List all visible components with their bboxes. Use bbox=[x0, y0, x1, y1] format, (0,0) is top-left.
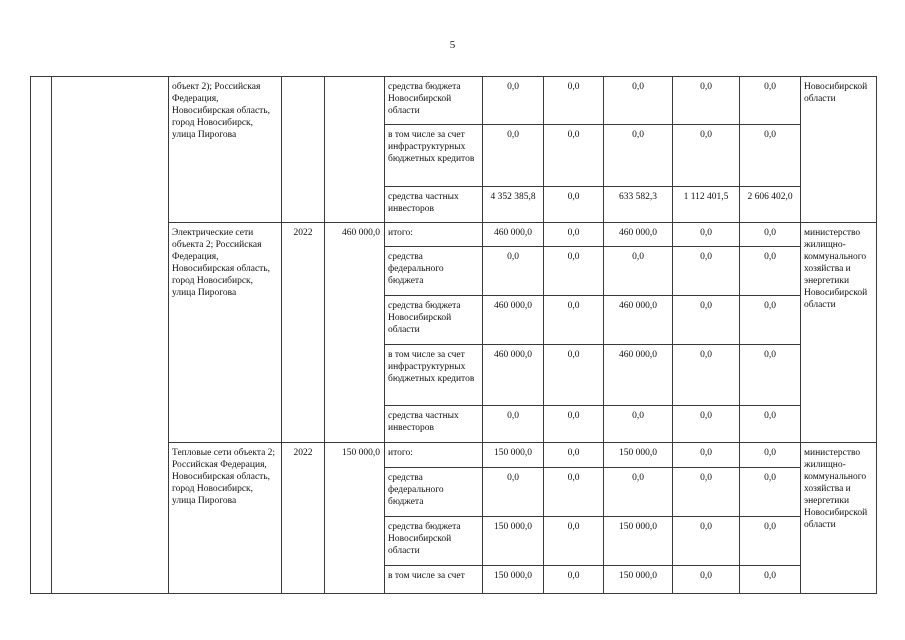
value-year-4-cell: 0,0 bbox=[740, 468, 801, 517]
year-cell bbox=[282, 77, 325, 223]
budget-table bbox=[30, 76, 877, 594]
value-year-4-cell: 2 606 402,0 bbox=[740, 187, 801, 223]
object-cell: Тепловые сети объекта 2; Российская Федерация, Новосибирская область, город Новосибирск, улица Пирогова bbox=[169, 443, 282, 594]
value-year-3-cell: 0,0 bbox=[673, 77, 740, 125]
funding-source-cell: итого: bbox=[385, 443, 483, 468]
value-year-2-cell: 633 582,3 bbox=[604, 187, 673, 223]
value-year-4-cell: 0,0 bbox=[740, 223, 801, 247]
value-year-4-cell: 0,0 bbox=[740, 406, 801, 443]
value-year-4-cell: 0,0 bbox=[740, 566, 801, 594]
value-total-cell: 150 000,0 bbox=[483, 443, 544, 468]
value-year-2-cell: 150 000,0 bbox=[604, 517, 673, 566]
funding-source-cell: средства бюджета Новосибирской области bbox=[385, 77, 483, 125]
funding-source-cell: в том числе за счет инфраструктурных бюджетных кредитов bbox=[385, 345, 483, 406]
value-year-4-cell: 0,0 bbox=[740, 517, 801, 566]
event-name-cell bbox=[52, 77, 169, 594]
executor-cell: министерство жилищно-коммунального хозяйства и энергетики Новосибирской области bbox=[801, 443, 877, 594]
value-year-2-cell: 0,0 bbox=[604, 125, 673, 187]
row-number-cell bbox=[31, 77, 52, 594]
value-total-cell: 460 000,0 bbox=[483, 296, 544, 345]
funding-source-cell: средства бюджета Новосибирской области bbox=[385, 517, 483, 566]
executor-cell: Новосибирской области bbox=[801, 77, 877, 223]
funding-source-cell: средства федерального бюджета bbox=[385, 247, 483, 296]
value-year-3-cell: 0,0 bbox=[673, 345, 740, 406]
cost-cell: 460 000,0 bbox=[325, 223, 385, 443]
value-year-1-cell: 0,0 bbox=[544, 223, 604, 247]
value-total-cell: 0,0 bbox=[483, 247, 544, 296]
value-year-4-cell: 0,0 bbox=[740, 77, 801, 125]
value-year-2-cell: 460 000,0 bbox=[604, 345, 673, 406]
value-total-cell: 0,0 bbox=[483, 468, 544, 517]
page-number: 5 bbox=[449, 39, 456, 51]
value-year-2-cell: 0,0 bbox=[604, 406, 673, 443]
value-year-2-cell: 0,0 bbox=[604, 77, 673, 125]
value-year-4-cell: 0,0 bbox=[740, 443, 801, 468]
funding-source-cell: средства бюджета Новосибирской области bbox=[385, 296, 483, 345]
value-year-3-cell: 0,0 bbox=[673, 566, 740, 594]
value-year-3-cell: 0,0 bbox=[673, 406, 740, 443]
value-total-cell: 150 000,0 bbox=[483, 566, 544, 594]
object-cell: объект 2); Российская Федерация, Новосибирская область, город Новосибирск, улица Пирогова bbox=[169, 77, 282, 223]
value-year-2-cell: 150 000,0 bbox=[604, 443, 673, 468]
value-year-1-cell: 0,0 bbox=[544, 443, 604, 468]
value-total-cell: 460 000,0 bbox=[483, 345, 544, 406]
value-year-1-cell: 0,0 bbox=[544, 406, 604, 443]
value-year-4-cell: 0,0 bbox=[740, 247, 801, 296]
value-year-3-cell: 0,0 bbox=[673, 468, 740, 517]
funding-source-cell: итого: bbox=[385, 223, 483, 247]
funding-source-cell: средства частных инвесторов bbox=[385, 406, 483, 443]
year-cell: 2022 bbox=[282, 223, 325, 443]
value-total-cell: 460 000,0 bbox=[483, 223, 544, 247]
value-year-3-cell: 0,0 bbox=[673, 125, 740, 187]
value-year-1-cell: 0,0 bbox=[544, 125, 604, 187]
value-year-3-cell: 0,0 bbox=[673, 223, 740, 247]
value-total-cell: 0,0 bbox=[483, 125, 544, 187]
value-year-1-cell: 0,0 bbox=[544, 187, 604, 223]
value-year-4-cell: 0,0 bbox=[740, 345, 801, 406]
value-year-3-cell: 1 112 401,5 bbox=[673, 187, 740, 223]
value-year-3-cell: 0,0 bbox=[673, 247, 740, 296]
value-year-1-cell: 0,0 bbox=[544, 345, 604, 406]
value-year-3-cell: 0,0 bbox=[673, 296, 740, 345]
value-year-1-cell: 0,0 bbox=[544, 468, 604, 517]
value-year-3-cell: 0,0 bbox=[673, 443, 740, 468]
value-year-4-cell: 0,0 bbox=[740, 296, 801, 345]
funding-source-cell: средства федерального бюджета bbox=[385, 468, 483, 517]
executor-cell: министерство жилищно-коммунального хозяйства и энергетики Новосибирской области bbox=[801, 223, 877, 443]
table-row bbox=[31, 77, 877, 125]
funding-source-cell: средства частных инвесторов bbox=[385, 187, 483, 223]
value-year-1-cell: 0,0 bbox=[544, 566, 604, 594]
value-year-1-cell: 0,0 bbox=[544, 77, 604, 125]
value-year-1-cell: 0,0 bbox=[544, 247, 604, 296]
value-year-1-cell: 0,0 bbox=[544, 296, 604, 345]
value-year-2-cell: 460 000,0 bbox=[604, 223, 673, 247]
year-cell: 2022 bbox=[282, 443, 325, 594]
value-total-cell: 0,0 bbox=[483, 406, 544, 443]
value-year-4-cell: 0,0 bbox=[740, 125, 801, 187]
funding-source-cell: в том числе за счет bbox=[385, 566, 483, 594]
value-year-2-cell: 0,0 bbox=[604, 247, 673, 296]
value-total-cell: 150 000,0 bbox=[483, 517, 544, 566]
object-cell: Электрические сети объекта 2; Российская Федерация, Новосибирская область, город Новосибирск, улица Пирогова bbox=[169, 223, 282, 443]
funding-source-cell: в том числе за счет инфраструктурных бюджетных кредитов bbox=[385, 125, 483, 187]
value-year-2-cell: 0,0 bbox=[604, 468, 673, 517]
value-year-2-cell: 150 000,0 bbox=[604, 566, 673, 594]
value-year-2-cell: 460 000,0 bbox=[604, 296, 673, 345]
value-total-cell: 4 352 385,8 bbox=[483, 187, 544, 223]
cost-cell bbox=[325, 77, 385, 223]
cost-cell: 150 000,0 bbox=[325, 443, 385, 594]
value-total-cell: 0,0 bbox=[483, 77, 544, 125]
value-year-1-cell: 0,0 bbox=[544, 517, 604, 566]
value-year-3-cell: 0,0 bbox=[673, 517, 740, 566]
